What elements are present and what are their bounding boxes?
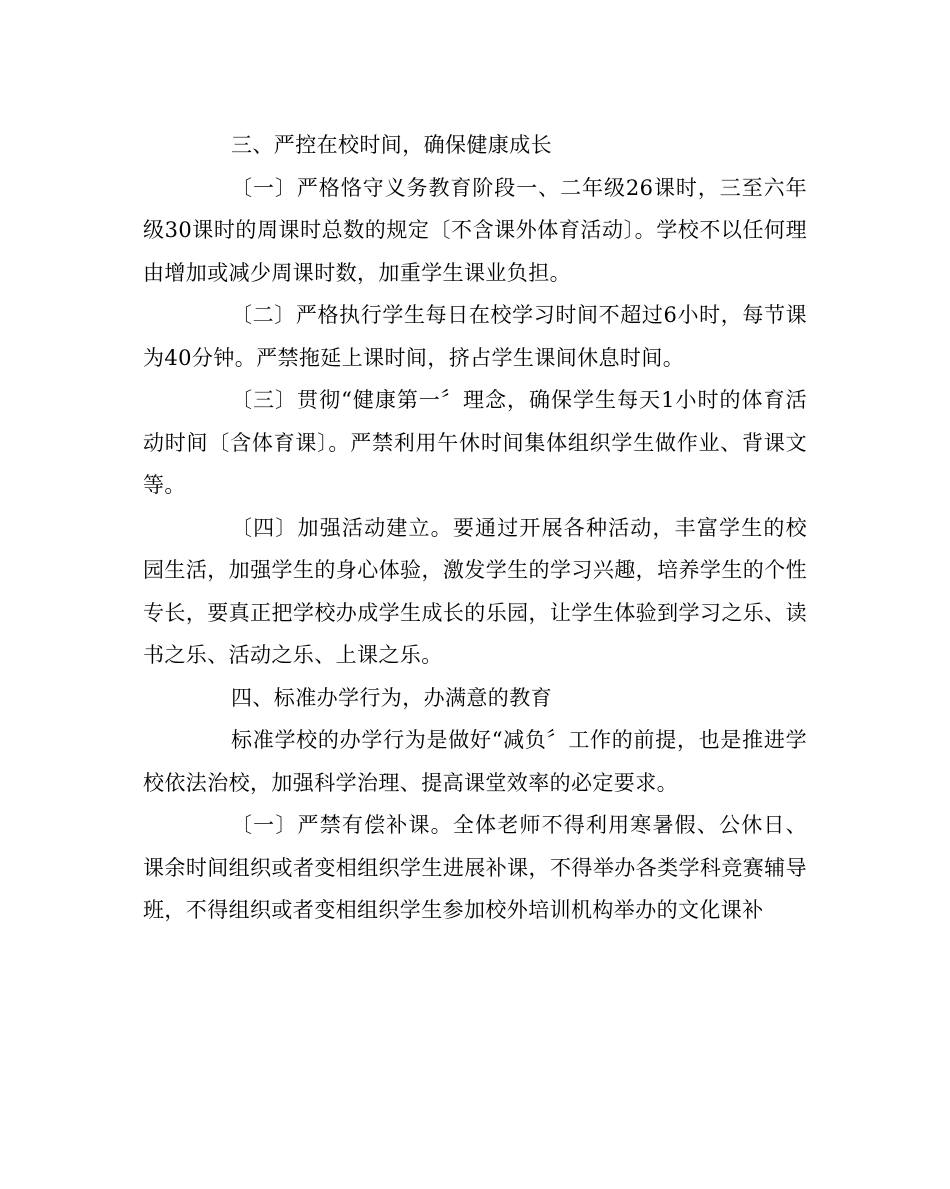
paragraph-standard-behavior: 标准学校的办学行为是做好“减负〞工作的前提，也是推进学校依法治校，加强科学治理、提高课堂效率的必定要求。 [143,728,807,795]
paragraph-school-time: 〔二〕严格执行学生每日在校学习时间不超过6小时，每节课为40分钟。严禁拖延上课时间，挤占学生课间休息时间。 [143,303,807,370]
paragraph-health-first: 〔三〕贯彻“健康第一〞理念，确保学生每天1小时的体育活动时间〔含体育课〕。严禁利用午休时间集体组织学生做作业、背课文等。 [143,388,807,497]
section-heading-4: 四、标准办学行为，办满意的教育 [231,685,552,710]
paragraph-paid-tutoring: 〔一〕严禁有偿补课。全体老师不得利用寒暑假、公休日、课余时间组织或者变相组织学生进展补课，不得举办各类学科竞赛辅导班，不得组织或者变相组织学生参加校外培训机构举办的文化课补 [143,813,807,922]
paragraph-class-hours: 〔一〕严格恪守义务教育阶段一、二年级26课时，三至六年级30课时的周课时总数的规定〔不含课外体育活动〕。学校不以任何理由增加或减少周课时数，加重学生课业负担。 [143,175,807,285]
section-heading-3: 三、严控在校时间，确保健康成长 [231,133,552,157]
paragraph-activities: 〔四〕加强活动建立。要通过开展各种活动，丰富学生的校园生活，加强学生的身心体验，激发学生的学习兴趣，培养学生的个性专长，要真正把学校办成学生成长的乐园，让学生体验到学习之乐、读书之乐、活动之乐、上课之乐。 [143,515,807,667]
document-body [143,124,807,932]
